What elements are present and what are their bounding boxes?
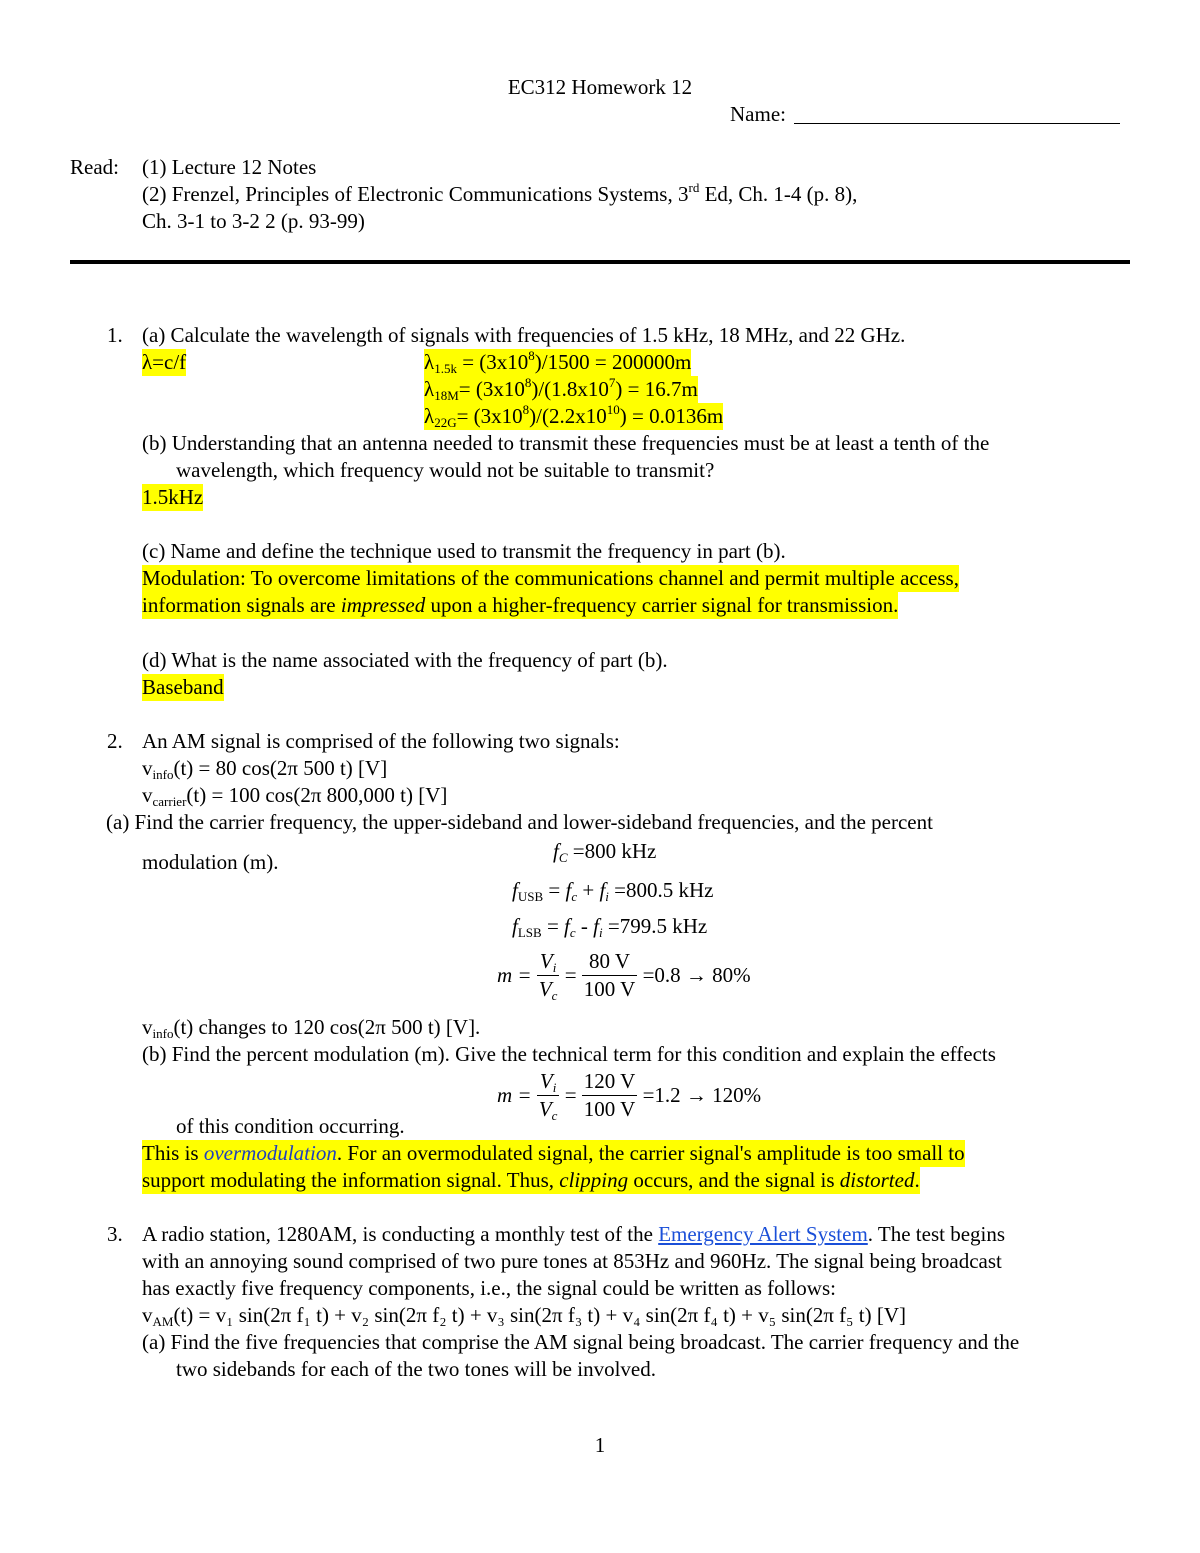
name-blank <box>794 105 1120 124</box>
q1-part-a: (a) Calculate the wavelength of signals with frequencies of 1.5 kHz, 18 MHz, and 22 GHz. <box>142 323 906 347</box>
q3-number: 3. <box>107 1222 123 1246</box>
q1-part-b-answer: 1.5kHz <box>142 485 204 509</box>
q2-part-a-cont: modulation (m). <box>142 850 279 874</box>
frac-120-100: $\frac{120 V}{100 V}$ <box>583 1069 636 1121</box>
q1-part-d: (d) What is the name associated with the frequency of part (b). <box>142 648 668 672</box>
q3-part-a-cont: two sidebands for each of the two tones will be involved. <box>176 1357 656 1381</box>
q1-part-c-answer-2: information signals are impressed upon a higher-frequency carrier signal for transmission. <box>142 593 899 617</box>
frac-80-100: $\frac{80 V}{100 V}$ <box>583 949 636 1001</box>
q2-vinfo: $v_{info}(t) = 80$ cos(2π 500 t) [V] <box>142 756 388 782</box>
name-label: Name: <box>730 102 786 126</box>
q2-part-b-answer-2: support modulating the information signal. Thus, clipping occurs, and the signal is distorted. <box>142 1168 920 1192</box>
q3-equation: $v_{AM}(t) = v_1$ sin(2π f₁ t) + v₂ sin(2π f₂ t) + v₃ sin(2π f₃ t) + v₄ sin(2π f₄ t) + v₅ sin(2π f₅ t) [V] <box>142 1303 906 1329</box>
q3-line-1: A radio station, 1280AM, is conducting a monthly test of the Emergency Alert System. The test begins <box>142 1222 1006 1246</box>
page-title: EC312 Homework 12 <box>507 75 693 99</box>
q1-lambda-formula: λ=c/f <box>142 350 187 374</box>
q1-part-c: (c) Name and define the technique used to transmit the frequency in part (b). <box>142 539 786 563</box>
eas-link[interactable]: Emergency Alert System <box>658 1222 868 1246</box>
q1-part-b-cont: wavelength, which frequency would not be suitable to transmit? <box>176 458 715 482</box>
read-item-2: (2) Frenzel, Principles of Electronic Communications Systems, 3rd Ed, Ch. 1-4 (p. 8), <box>142 180 858 206</box>
q3-line-3: has exactly five frequency components, i.e., the signal could be written as follows: <box>142 1276 836 1300</box>
eq-flsb: $f_{LSB} = f_c - f_i =799.5$ kHz <box>512 914 708 940</box>
q2-part-b-cont: of this condition occurring. <box>176 1114 405 1138</box>
read-label: Read: <box>70 155 119 179</box>
q1-part-b: (b) Understanding that an antenna needed to transmit these frequencies must be at least a tenth of the <box>142 431 990 455</box>
q2-part-b: (b) Find the percent modulation (m). Give the technical term for this condition and explain the effects <box>142 1042 996 1066</box>
q1-lambda-1: $\lambda_{1.5k} = (3x10^8)/1500 = 200000m$ <box>424 348 692 376</box>
read-item-2-cont: Ch. 3-1 to 3-2 2 (p. 93-99) <box>142 209 365 233</box>
frac-vi-vc-2: $\frac{V_i}{V_c}$ <box>538 1069 558 1123</box>
q2-part-b-answer-1: This is overmodulation. For an overmodulated signal, the carrier signal's amplitude is too small to <box>142 1141 965 1165</box>
q2-vcarrier: $v_{carrier}(t) = 100$ cos(2π 800,000 t) [V] <box>142 783 448 809</box>
q1-lambda-2: $\lambda_{18M}= (3x10^8)/(1.8x10^7) = 16.7m$ <box>424 375 698 403</box>
read-item-1: (1) Lecture 12 Notes <box>142 155 317 179</box>
q1-part-d-answer: Baseband <box>142 675 224 699</box>
q1-number: 1. <box>107 323 123 347</box>
q2-number: 2. <box>107 729 123 753</box>
q1-lambda-3: $\lambda_{22G}= (3x10^8)/(2.2x10^{10}) = 0.0136m$ <box>424 402 724 430</box>
eq-m2: m = $\frac{V_i}{V_c}$ = $\frac{120 V}{100 V}$ =1.2 → 120% <box>497 1069 762 1123</box>
q3-line-2: with an annoying sound comprised of two pure tones at 853Hz and 960Hz. The signal being broadcast <box>142 1249 1002 1273</box>
divider-rule <box>70 260 1130 264</box>
page-number: 1 <box>594 1433 606 1457</box>
name-field <box>730 101 1120 128</box>
q1-part-c-answer-1: Modulation: To overcome limitations of the communications channel and permit multiple access, <box>142 566 959 590</box>
q2-part-a: (a) Find the carrier frequency, the upper-sideband and lower-sideband frequencies, and the percent <box>106 810 933 834</box>
frac-vi-vc: $\frac{V_i}{V_c}$ <box>538 949 558 1003</box>
eq-m1: m = $\frac{V_i}{V_c}$ = $\frac{80 V}{100 V}$ =0.8 → 80% <box>497 949 751 1003</box>
q2-intro: An AM signal is comprised of the following two signals: <box>142 729 620 753</box>
eq-fusb: $f_{USB} = f_c + f_i =800.5$ kHz <box>512 878 714 904</box>
q2-vinfo-change: $v_{info}(t)$ changes to 120 cos(2π 500 t) [V]. <box>142 1015 481 1041</box>
q3-part-a: (a) Find the five frequencies that comprise the AM signal being broadcast. The carrier frequency and the <box>142 1330 1020 1354</box>
eq-fc: $f_C =800$ kHz <box>553 839 657 865</box>
